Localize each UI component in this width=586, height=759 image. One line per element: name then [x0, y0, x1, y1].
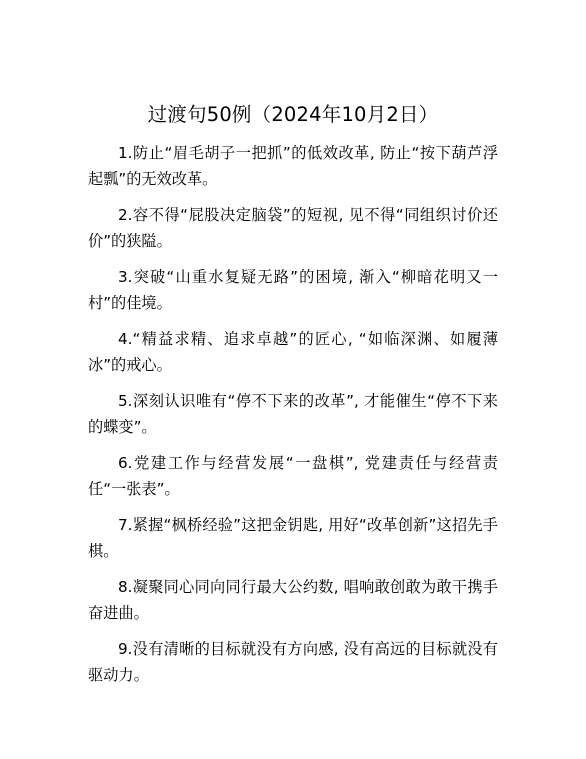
sentence-list	[88, 140, 498, 698]
list-item: 9.没有清晰的目标就没有方向感, 没有高远的目标就没有驱动力。	[88, 640, 498, 684]
list-item: 4.“精益求精、追求卓越”的匠心, “如临深渊、如履薄冰”的戒心。	[88, 330, 498, 374]
list-item: 2.容不得“屁股决定脑袋”的短视, 见不得“同组织讨价还价”的狭隘。	[88, 206, 498, 250]
list-item: 8.凝聚同心同向同行最大公约数, 唱响敢创敢为敢干携手奋进曲。	[88, 578, 498, 622]
document-title: 过渡句50例（2024年10月2日）	[147, 103, 439, 126]
list-item: 3.突破“山重水复疑无路”的困境, 渐入“柳暗花明又一村”的佳境。	[88, 268, 498, 312]
list-item: 1.防止“眉毛胡子一把抓”的低效改革, 防止“按下葫芦浮起瓢”的无效改革。	[88, 144, 498, 188]
list-item: 5.深刻认识唯有“停不下来的改革”, 才能催生“停不下来的蝶变”。	[88, 392, 498, 436]
list-item: 7.紧握“枫桥经验”这把金钥匙, 用好“改革创新”这招先手棋。	[88, 516, 498, 560]
list-item: 6.党建工作与经营发展“一盘棋”, 党建责任与经营责任“一张表”。	[88, 454, 498, 498]
